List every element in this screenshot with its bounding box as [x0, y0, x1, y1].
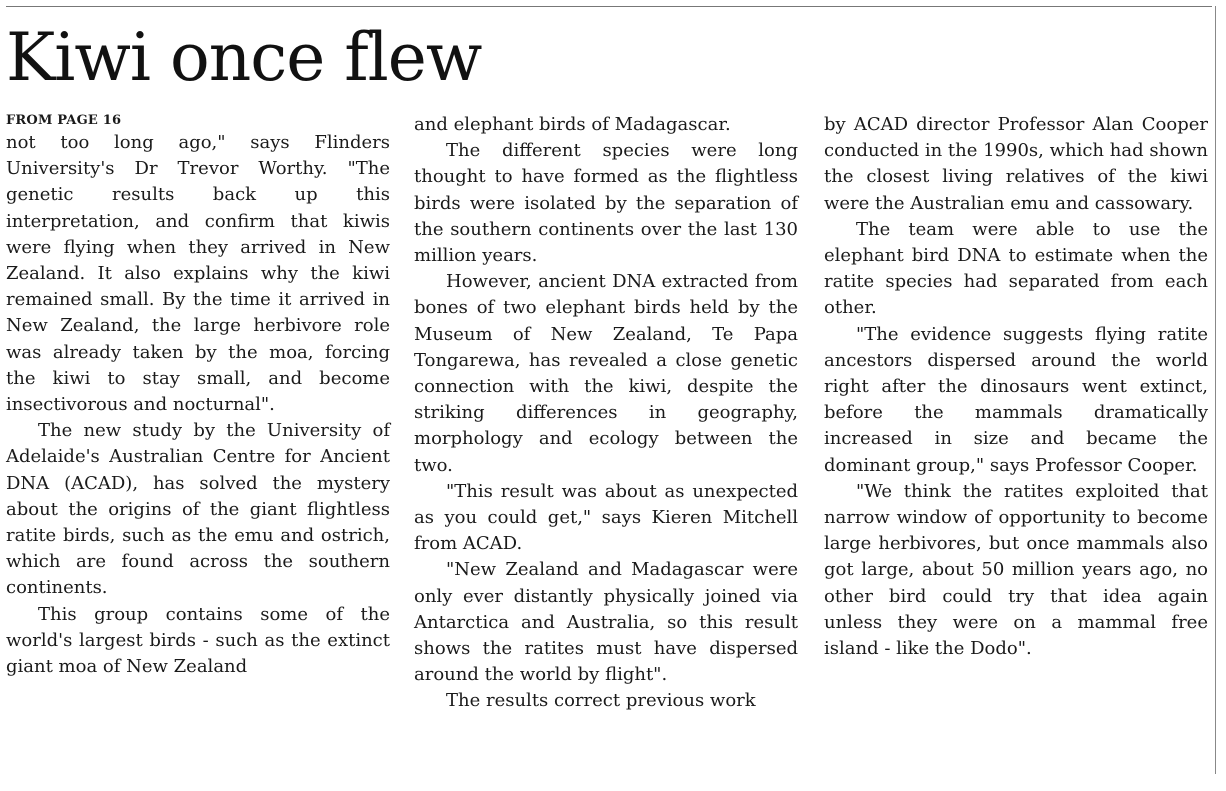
- paragraph: The new study by the University of Adelaide's Australian Centre for Ancient DNA (ACAD), has solved the mystery about the origins of the giant flightless ratite birds, such as the emu and ostrich, which are found across the southern continents.: [6, 420, 390, 599]
- paragraph: not too long ago," says Flinders University's Dr Trevor Worthy. "The genetic results back up this interpretation, and confirm that kiwis were flying when they arrived in New Zealand. It also explains why the kiwi remained small. By the time it arrived in New Zealand, the large herbivore role was already taken by the moa, forcing the kiwi to stay small, and become insectivorous and nocturnal".: [6, 132, 390, 416]
- continued-from-label: FROM PAGE 16: [6, 113, 122, 128]
- paragraph: "This result was about as unexpected as you could get," says Kieren Mitchell from ACAD.: [414, 480, 798, 555]
- paragraph: However, ancient DNA extracted from bones of two elephant birds held by the Museum of New Zealand, Te Papa Tongarewa, has revealed a close genetic connection with the kiwi, despite the striking differences in geography, morphology and ecology between the two.: [414, 271, 798, 476]
- article-column-3: [824, 112, 1208, 662]
- article-column-1: [6, 112, 390, 680]
- article-column-2: [414, 112, 798, 715]
- paragraph: "New Zealand and Madagascar were only ever distantly physically joined via Antarctica and Australia, so this result shows the ratites must have dispersed around the world by flight".: [414, 559, 798, 686]
- paragraph: The results correct previous work: [446, 690, 756, 712]
- paragraph: "The evidence suggests flying ratite ancestors dispersed around the world right after the dinosaurs went extinct, before the mammals dramatically increased in size and became the dominant group," says Professor Cooper.: [824, 323, 1208, 476]
- paragraph: "We think the ratites exploited that narrow window of opportunity to become large herbivores, but once mammals also got large, about 50 million years ago, no other bird could try that idea again unless they were on a mammal free island - like the Dodo".: [824, 480, 1208, 660]
- top-rule: [6, 6, 1212, 7]
- paragraph: This group contains some of the world's largest birds - such as the extinct giant moa of New Zealand: [6, 603, 390, 678]
- paragraph: by ACAD director Professor Alan Cooper conducted in the 1990s, which had shown the closest living relatives of the kiwi were the Australian emu and cassowary.: [824, 114, 1208, 214]
- paragraph: The team were able to use the elephant bird DNA to estimate when the ratite species had separated from each other.: [824, 218, 1208, 319]
- column-rule: [1215, 6, 1216, 774]
- paragraph: The different species were long thought to have formed as the flightless birds were isolated by the separation of the southern continents over the last 130 million years.: [414, 140, 798, 267]
- headline: Kiwi once flew: [6, 19, 482, 96]
- paragraph: and elephant birds of Madagascar.: [414, 114, 731, 135]
